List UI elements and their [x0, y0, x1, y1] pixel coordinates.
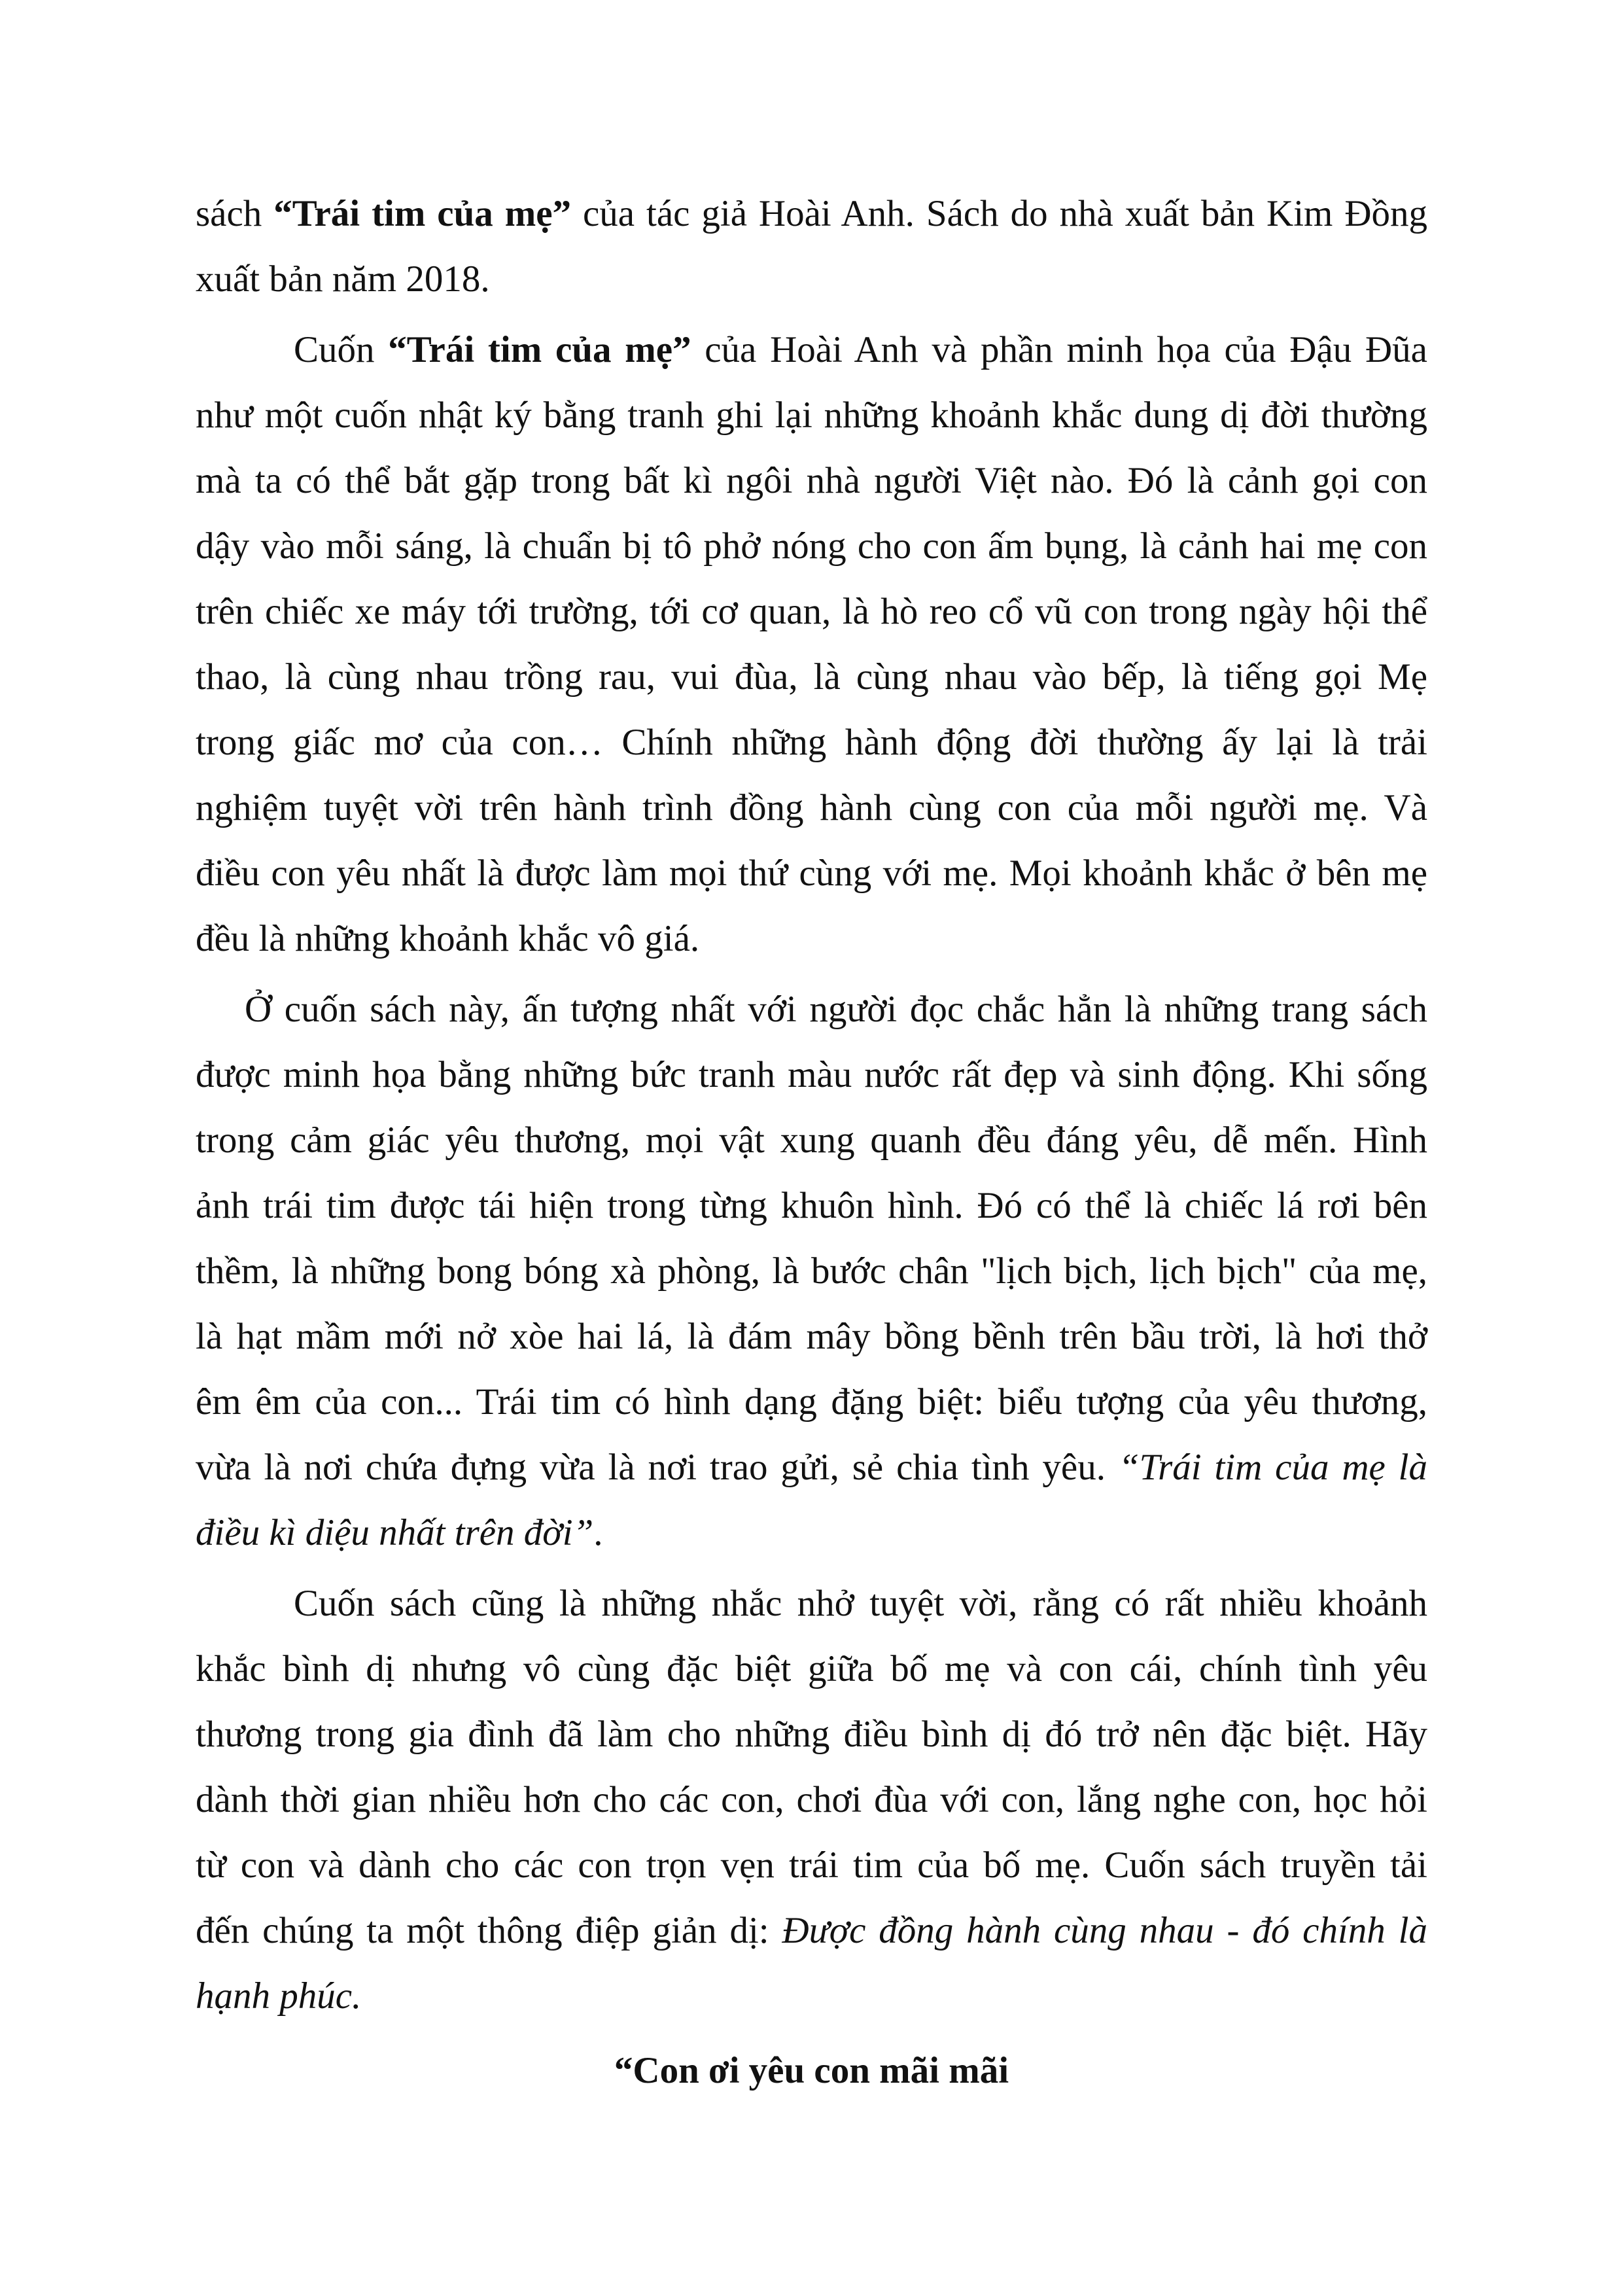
text-line: trên chiếc xe máy tới trường, tới cơ quan, là hò reo cổ vũ con trong ngày hội thể [196, 591, 1427, 632]
text-line: ảnh trái tim được tái hiện trong từng khuôn hình. Đó có thể là chiếc lá rơi bên [196, 1185, 1427, 1226]
text-line: đều là những khoảnh khắc vô giá. [196, 918, 700, 959]
text-line: thương trong gia đình đã làm cho những điều bình dị đó trở nên đặc biệt. Hãy [196, 1714, 1427, 1755]
text-line: vừa là nơi chứa đựng vừa là nơi trao gửi, sẻ chia tình yêu. “Trái tim của mẹ là [196, 1447, 1427, 1488]
text-line: dành thời gian nhiều hơn cho các con, chơi đùa với con, lắng nghe con, học hỏi [196, 1779, 1427, 1820]
text-line: thao, là cùng nhau trồng rau, vui đùa, là cùng nhau vào bếp, là tiếng gọi Mẹ [196, 656, 1427, 698]
paragraph-intro [196, 181, 1427, 312]
paragraph-illustrations [196, 977, 1427, 1566]
text-line: điều kì diệu nhất trên đời”. [196, 1512, 603, 1553]
text-line: điều con yêu nhất là được làm mọi thứ cùng với mẹ. Mọi khoảnh khắc ở bên mẹ [196, 853, 1427, 894]
text-line: hạnh phúc. [196, 1975, 362, 2017]
text-line: thềm, là những bong bóng xà phòng, là bước chân "lịch bịch, lịch bịch" của mẹ, [196, 1250, 1427, 1292]
text-line: mà ta có thể bắt gặp trong bất kì ngôi nhà người Việt nào. Đó là cảnh gọi con [196, 460, 1427, 501]
document-body [196, 181, 1427, 2104]
text-line: êm êm của con... Trái tim có hình dạng đặng biệt: biểu tượng của yêu thương, [196, 1381, 1427, 1422]
text-line: khắc bình dị nhưng vô cùng đặc biệt giữa bố mẹ và con cái, chính tình yêu [196, 1648, 1427, 1689]
paragraph-reminder [196, 1571, 1427, 2029]
text-line: Ở cuốn sách này, ấn tượng nhất với người đọc chắc hẳn là những trang sách [245, 989, 1427, 1030]
text-line: xuất bản năm 2018. [196, 258, 490, 300]
text-line: từ con và dành cho các con trọn vẹn trái tim của bố mẹ. Cuốn sách truyền tải [196, 1845, 1427, 1886]
text-line: Cuốn sách cũng là những nhắc nhở tuyệt vời, rằng có rất nhiều khoảnh [294, 1583, 1427, 1624]
text-line: là hạt mầm mới nở xòe hai lá, là đám mây bồng bềnh trên bầu trời, là hơi thở [196, 1316, 1427, 1357]
text-line: như một cuốn nhật ký bằng tranh ghi lại những khoảnh khắc dung dị đời thường [196, 395, 1427, 436]
text-line: trong giấc mơ của con… Chính những hành động đời thường ấy lại là trải [196, 722, 1427, 763]
text-line: được minh họa bằng những bức tranh màu nước rất đẹp và sinh động. Khi sống [196, 1054, 1427, 1095]
text-line: Cuốn “Trái tim của mẹ” của Hoài Anh và phần minh họa của Đậu Đũa [294, 329, 1427, 370]
text-line: trong cảm giác yêu thương, mọi vật xung quanh đều đáng yêu, dễ mến. Hình [196, 1120, 1427, 1161]
text-line: sách “Trái tim của mẹ” của tác giả Hoài Anh. Sách do nhà xuất bản Kim Đồng [196, 193, 1427, 234]
text-line: đến chúng ta một thông điệp giản dị: Được đồng hành cùng nhau - đó chính là [196, 1910, 1427, 1951]
paragraph-book-description [196, 317, 1427, 972]
text-line: nghiệm tuyệt vời trên hành trình đồng hành cùng con của mỗi người mẹ. Và [196, 787, 1427, 828]
text-line: dậy vào mỗi sáng, là chuẩn bị tô phở nóng cho con ấm bụng, là cảnh hai mẹ con [196, 525, 1427, 567]
section-heading: “Con ơi yêu con mãi mãi [614, 2050, 1009, 2091]
